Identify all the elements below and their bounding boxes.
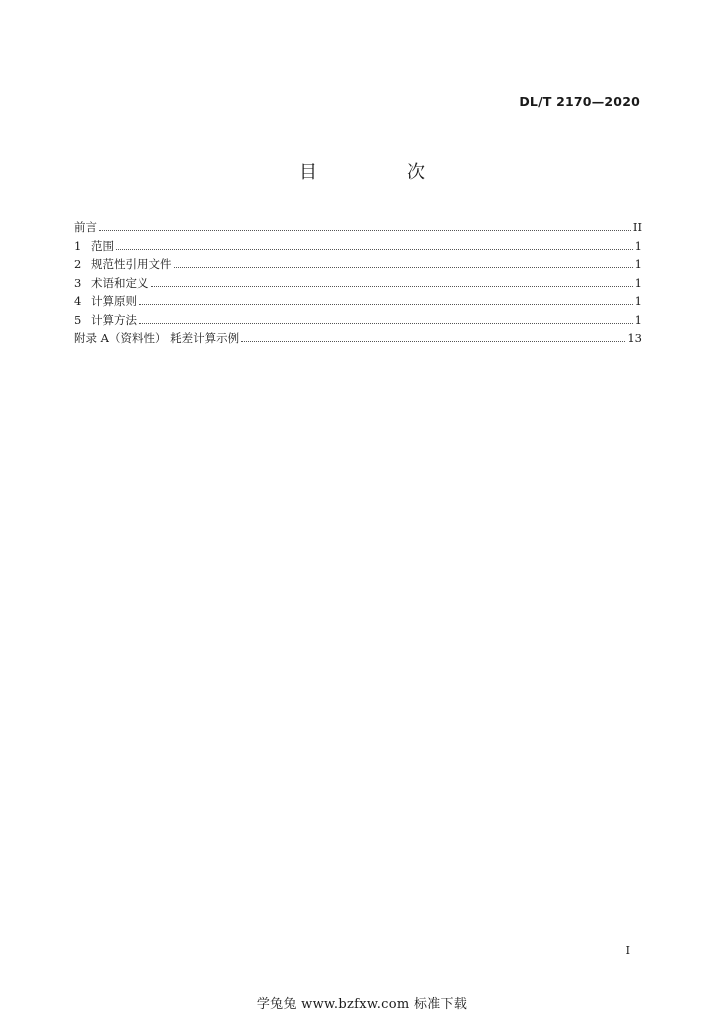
toc-entry-label: 术语和定义 (91, 275, 149, 290)
toc-leader-dots (139, 303, 633, 305)
toc-entry-label: 附录 A（资料性） 耗差计算示例 (74, 331, 240, 345)
toc-entry-number: 1 (74, 238, 82, 253)
table-of-contents (74, 218, 642, 348)
toc-entry-number: 4 (74, 294, 82, 308)
toc-entry-normative-references[interactable] (74, 255, 642, 274)
toc-entry-page: 13 (627, 331, 642, 345)
toc-entry-page: 1 (634, 312, 642, 327)
toc-leader-dots (151, 285, 633, 287)
toc-entry-appendix-a[interactable] (74, 329, 642, 348)
toc-entry-calculation-methods[interactable] (74, 311, 642, 330)
toc-leader-dots (116, 248, 633, 250)
toc-entry-calculation-principles[interactable] (74, 292, 642, 311)
toc-entry-number: 2 (74, 257, 82, 271)
toc-entry-number: 3 (74, 275, 82, 290)
toc-entry-label: 规范性引用文件 (91, 257, 172, 271)
toc-entry-page: 1 (634, 238, 642, 253)
toc-entry-label: 范围 (91, 238, 114, 253)
toc-leader-dots (241, 340, 625, 342)
toc-entry-page: 1 (634, 257, 642, 271)
toc-entry-scope[interactable] (74, 237, 642, 256)
standard-code: DL/T 2170—2020 (519, 94, 640, 109)
toc-entry-page: 1 (634, 294, 642, 308)
toc-entry-foreword[interactable] (74, 218, 642, 237)
toc-entry-label: 前言 (74, 220, 97, 234)
page-number: I (625, 944, 630, 957)
toc-entry-label: 计算方法 (91, 312, 137, 327)
toc-entry-page: 1 (634, 275, 642, 290)
footer-watermark: 学兔兔 www.bzfxw.com 标准下载 (256, 997, 468, 1012)
toc-entry-number: 5 (74, 312, 82, 327)
toc-leader-dots (99, 229, 631, 231)
toc-title: 目 次 (299, 162, 461, 183)
toc-entry-label: 计算原则 (91, 294, 137, 308)
toc-leader-dots (174, 266, 633, 268)
toc-entry-terms-definitions[interactable] (74, 274, 642, 293)
toc-leader-dots (139, 322, 633, 324)
toc-entry-page: II (632, 220, 642, 234)
